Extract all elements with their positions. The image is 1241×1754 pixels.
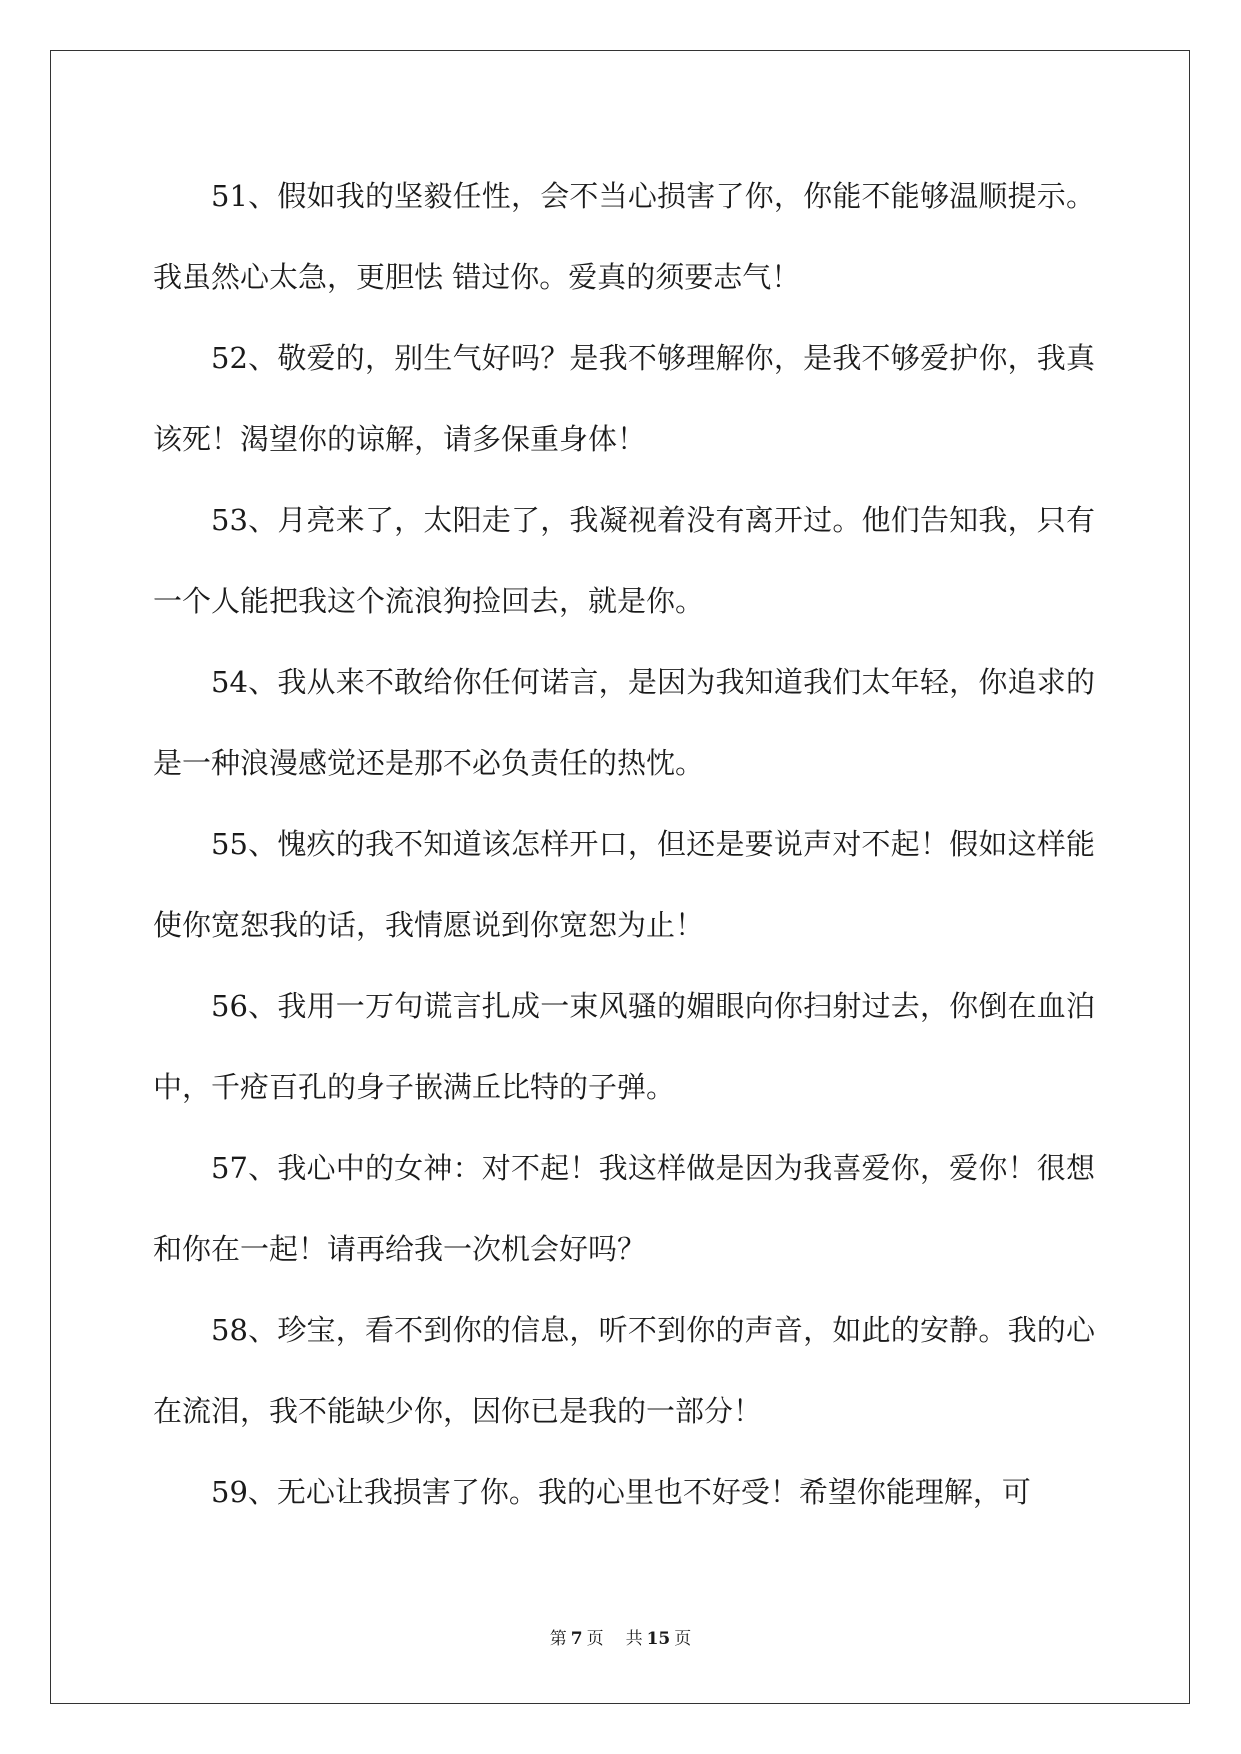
- paragraph-57: 57、我心中的女神：对不起！我这样做是因为我喜爱你，爱你！很想和你在一起！请再给我一次机会好吗？: [153, 1151, 1095, 1266]
- page-footer: [0, 1624, 1241, 1649]
- total-pages: 15: [646, 1629, 671, 1649]
- paragraph-56: 56、我用一万句谎言扎成一束风骚的媚眼向你扫射过去，你倒在血泊中，千疮百孔的身子嵌满丘比特的子弹。: [153, 989, 1095, 1104]
- paragraph-52: 52、敬爱的，别生气好吗？是我不够理解你，是我不够爱护你，我真该死！渴望你的谅解，请多保重身体！: [153, 341, 1095, 456]
- paragraph-55: 55、愧疚的我不知道该怎样开口，但还是要说声对不起！假如这样能使你宽恕我的话，我情愿说到你宽恕为止！: [153, 827, 1095, 942]
- page-number: 7: [570, 1629, 583, 1649]
- document-body: [153, 156, 1095, 1533]
- page-suffix: 页: [586, 1629, 604, 1649]
- page-prefix: 第: [549, 1629, 567, 1649]
- paragraph-51: 51、假如我的坚毅任性，会不当心损害了你，你能不能够温顺提示。我虽然心太急，更胆怯 错过你。爱真的须要志气！: [153, 179, 1095, 294]
- paragraph-59: 59、无心让我损害了你。我的心里也不好受！希望你能理解，可: [211, 1475, 1031, 1509]
- paragraph-53: 53、月亮来了，太阳走了，我凝视着没有离开过。他们告知我，只有一个人能把我这个流浪狗捡回去，就是你。: [153, 503, 1095, 618]
- total-prefix: 共: [625, 1629, 643, 1649]
- paragraph-58: 58、珍宝，看不到你的信息，听不到你的声音，如此的安静。我的心在流泪，我不能缺少你，因你已是我的一部分！: [153, 1313, 1095, 1428]
- paragraph-54: 54、我从来不敢给你任何诺言，是因为我知道我们太年轻，你追求的是一种浪漫感觉还是那不必负责任的热忱。: [153, 665, 1095, 780]
- total-suffix: 页: [674, 1629, 692, 1649]
